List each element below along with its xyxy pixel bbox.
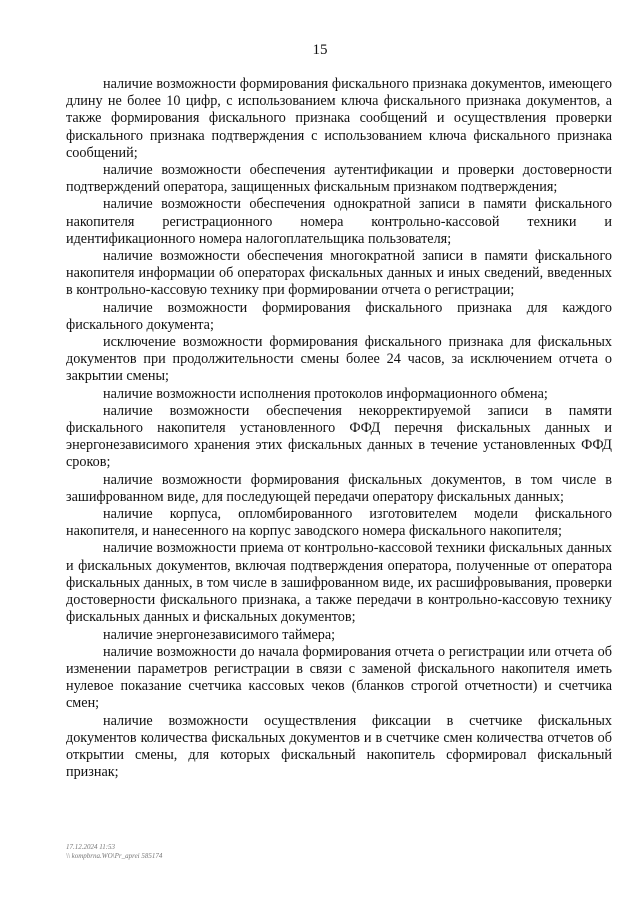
paragraph: наличие возможности формирования фискальных документов, в том числе в зашифрованном виде, для последующей передачи оператору фискальных данных; — [66, 471, 612, 505]
paragraph: наличие возможности приема от контрольно-кассовой техники фискальных данных и фискальных документов, включая подтверждения оператора, полученные от оператора фискальных данных, в том числе в зашифрованном виде, их расшифровывания, проверки достоверности фискального признака, а также передачи в контрольно-кассовую технику фискальных данных и фискальных документов; — [66, 540, 612, 626]
paragraph: наличие возможности формирования фискального признака документов, имеющего длину не более 10 цифр, с использованием ключа фискального признака документов, а также формирования фискального признака сообщений и осуществления проверки фискального признака подтверждения с использованием ключа фискального признака сообщений; — [66, 76, 612, 161]
document-footer — [66, 843, 162, 861]
document-body — [66, 76, 612, 781]
footer-file-path: \\ kompbrna.WO\Pr_aprei 585174 — [66, 852, 163, 860]
paragraph: наличие возможности осуществления фиксации в счетчике фискальных документов количества фискальных документов и в счетчике смен количества отчетов об открытии смены, для которых фискальный накопитель сформировал фискальный признак; — [66, 712, 612, 781]
paragraph: наличие возможности обеспечения некорректируемой записи в памяти фискального накопителя установленного ФФД перечня фискальных данных и энергонезависимого хранения этих фискальных данных в течение установленных ФФД сроков; — [66, 402, 612, 471]
paragraph: наличие энергонезависимого таймера; — [103, 626, 336, 643]
paragraph: наличие возможности формирования фискального признака для каждого фискального документа; — [66, 299, 612, 333]
paragraph: наличие возможности исполнения протоколов информационного обмена; — [103, 385, 548, 402]
footer-timestamp: 17.12.2024 11:53 — [66, 843, 116, 851]
paragraph: наличие корпуса, опломбированного изготовителем модели фискального накопителя, и нанесенного на корпус заводского номера фискального накопителя; — [66, 506, 612, 540]
paragraph: наличие возможности до начала формирования отчета о регистрации или отчета об изменении параметров регистрации в связи с заменой фискального накопителя иметь нулевое показание счетчика кассовых чеков (бланков строгой отчетности) и счетчика смен; — [66, 643, 612, 712]
page-number: 15 — [312, 42, 328, 58]
paragraph: наличие возможности обеспечения аутентификации и проверки достоверности подтверждений оператора, защищенных фискальным признаком подтверждения; — [66, 162, 612, 196]
paragraph: исключение возможности формирования фискального признака для фискальных документов при продолжительности смены более 24 часов, за исключением отчета о закрытии смены; — [66, 334, 612, 385]
paragraph: наличие возможности обеспечения многократной записи в памяти фискального накопителя информации об операторах фискальных данных и иных сведений, введенных в контрольно-кассовую технику при формировании отчета о регистрации; — [66, 248, 612, 299]
paragraph: наличие возможности обеспечения однократной записи в памяти фискального накопителя регистрационного номера контрольно-кассовой техники и идентификационного номера налогоплательщика пользователя; — [66, 196, 612, 247]
